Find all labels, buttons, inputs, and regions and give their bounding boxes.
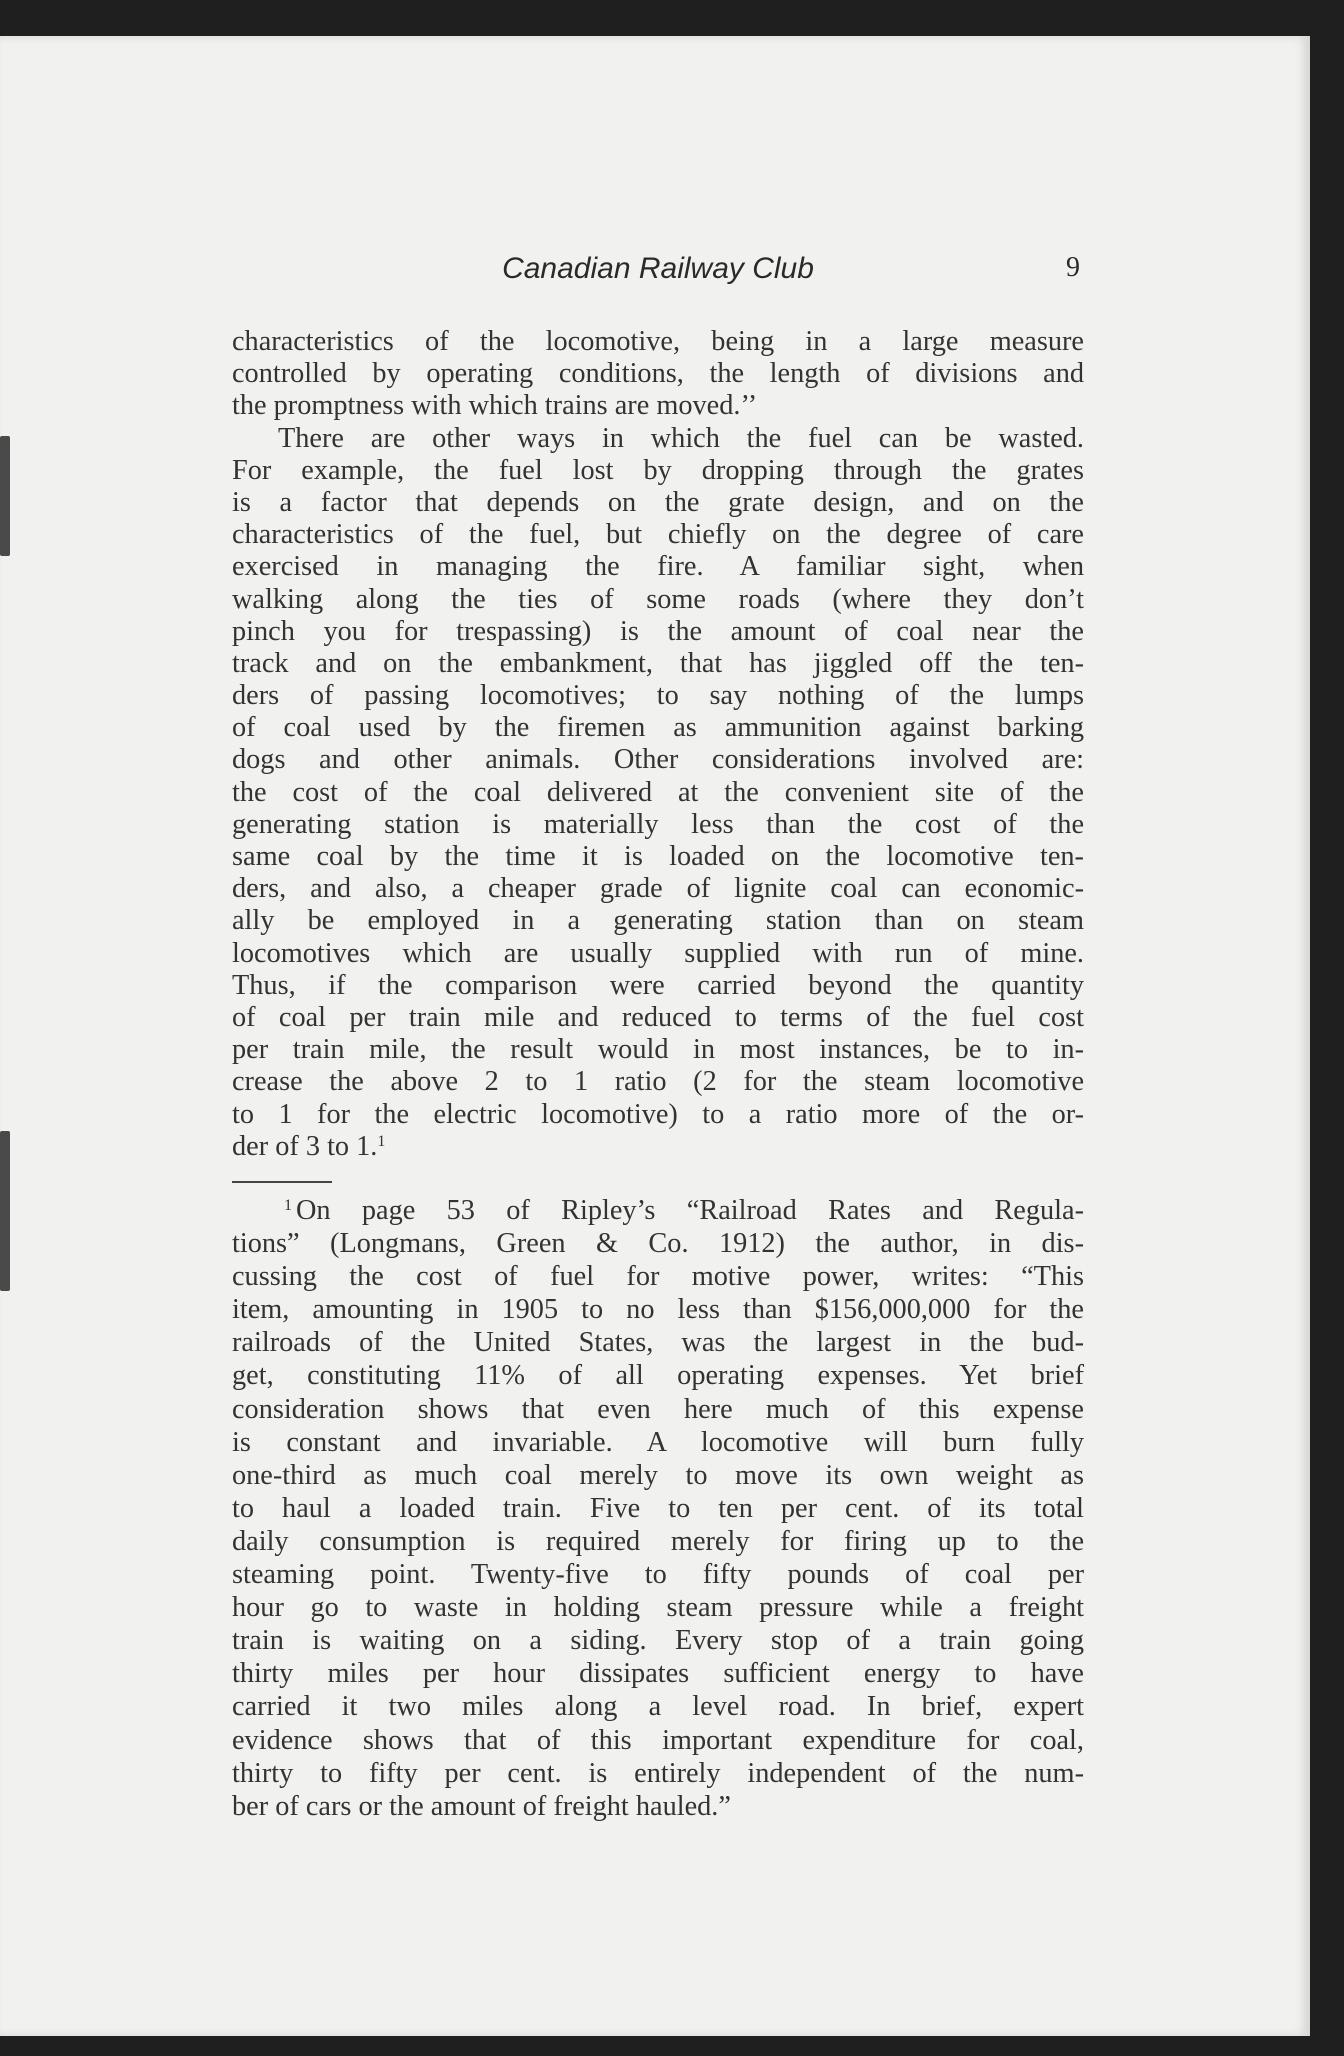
- text-line: is constant and invariable. A locomotive will burn fully: [232, 1426, 1084, 1458]
- text-line: per train mile, the result would in most instances, be to in-: [232, 1034, 1084, 1066]
- footnote-marker: 1: [284, 1197, 292, 1214]
- text-line: train is waiting on a siding. Every stop of a train going: [232, 1625, 1084, 1657]
- text-line: On page 53 of Ripley’s “Railroad Rates and Regula-: [296, 1195, 1084, 1226]
- footnote-reference: 1: [377, 1132, 386, 1150]
- text-line: Thus, if the comparison were carried beyond the quantity: [232, 969, 1084, 1001]
- text-line: exercised in managing the fire. A familiar sight, when: [232, 551, 1084, 583]
- text-line: dogs and other animals. Other considerations involved are:: [232, 744, 1084, 776]
- page-number: 9: [1066, 252, 1080, 283]
- text-line: item, amounting in 1905 to no less than $156,000,000 for the: [232, 1294, 1084, 1326]
- text-line: ders, and also, a cheaper grade of lignite coal can economic-: [232, 873, 1084, 905]
- text-line: der of 3 to 1.: [232, 1130, 378, 1162]
- text-line: pinch you for trespassing) is the amount of coal near the: [232, 615, 1084, 647]
- body-text: [232, 326, 1084, 1163]
- text-line: locomotives which are usually supplied with run of mine.: [232, 937, 1084, 969]
- footnote-rule: [232, 1181, 332, 1183]
- text-line: characteristics of the fuel, but chiefly on the degree of care: [232, 519, 1084, 551]
- footnote-first-line: [232, 1195, 1084, 1228]
- text-line: thirty to fifty per cent. is entirely independent of the num-: [232, 1757, 1084, 1789]
- text-line: generating station is materially less than the cost of the: [232, 808, 1084, 840]
- text-line: There are other ways in which the fuel can be wasted.: [278, 422, 1084, 454]
- text-line: ders of passing locomotives; to say nothing of the lumps: [232, 680, 1084, 712]
- text-line: to haul a loaded train. Five to ten per cent. of its total: [232, 1492, 1084, 1524]
- text-line: the promptness with which trains are moved.’’: [232, 390, 758, 422]
- text-line: controlled by operating conditions, the length of divisions and: [232, 358, 1084, 390]
- text-line: tions” (Longmans, Green & Co. 1912) the author, in dis-: [232, 1228, 1084, 1260]
- running-header: [230, 252, 1086, 296]
- text-line: track and on the embankment, that has jiggled off the ten-: [232, 647, 1084, 679]
- text-line: thirty miles per hour dissipates sufficient energy to have: [232, 1658, 1084, 1690]
- text-line: to 1 for the electric locomotive) to a ratio more of the or-: [232, 1098, 1084, 1130]
- text-line: get, constituting 11% of all operating expenses. Yet brief: [232, 1360, 1084, 1392]
- binding-shadow: [0, 1131, 10, 1291]
- text-line: consideration shows that even here much of this expense: [232, 1393, 1084, 1425]
- text-line: crease the above 2 to 1 ratio (2 for the steam locomotive: [232, 1066, 1084, 1098]
- text-line: ber of cars or the amount of freight hauled.”: [232, 1790, 731, 1822]
- text-line-last: [232, 1131, 1084, 1163]
- text-line: evidence shows that of this important expenditure for coal,: [232, 1724, 1084, 1756]
- text-line: daily consumption is required merely for firing up to the: [232, 1525, 1084, 1557]
- text-line: railroads of the United States, was the largest in the bud-: [232, 1327, 1084, 1359]
- text-line: of coal per train mile and reduced to terms of the fuel cost: [232, 1001, 1084, 1033]
- text-line: the cost of the coal delivered at the convenient site of the: [232, 776, 1084, 808]
- text-line: cussing the cost of fuel for motive power, writes: “This: [232, 1261, 1084, 1293]
- footnote: [232, 1195, 1084, 1824]
- text-line: is a factor that depends on the grate design, and on the: [232, 486, 1084, 518]
- text-line: steaming point. Twenty-five to fifty pounds of coal per: [232, 1559, 1084, 1591]
- text-line: of coal used by the firemen as ammunition against barking: [232, 712, 1084, 744]
- text-line: carried it two miles along a level road. In brief, expert: [232, 1691, 1084, 1723]
- text-line: same coal by the time it is loaded on the locomotive ten-: [232, 841, 1084, 872]
- text-line: hour go to waste in holding steam pressure while a freight: [232, 1592, 1084, 1624]
- text-line: For example, the fuel lost by dropping through the grates: [232, 454, 1084, 486]
- text-line: ally be employed in a generating station than on steam: [232, 905, 1084, 937]
- text-line: walking along the ties of some roads (where they don’t: [232, 583, 1084, 615]
- text-line: characteristics of the locomotive, being in a large measure: [232, 326, 1084, 357]
- binding-shadow: [0, 436, 10, 556]
- text-line: one-third as much coal merely to move its own weight as: [232, 1459, 1084, 1491]
- running-title: Canadian Railway Club: [502, 252, 814, 285]
